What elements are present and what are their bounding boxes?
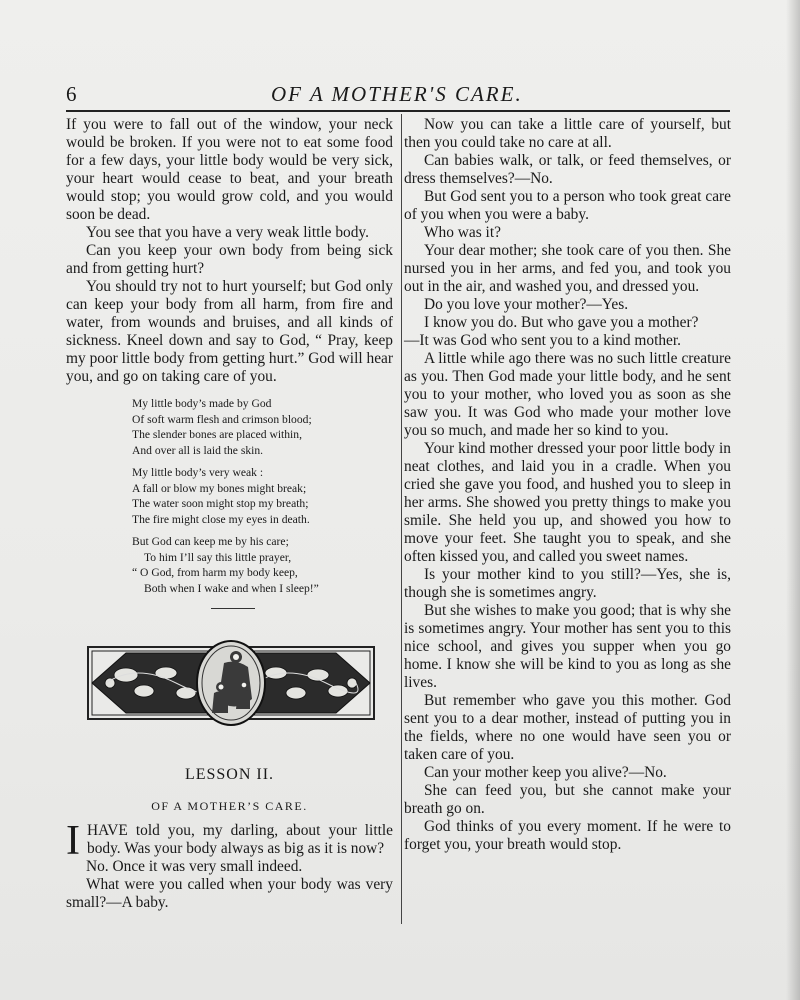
poem-line: The fire might close my eyes in death. (132, 512, 310, 526)
section-rule (211, 608, 255, 609)
poem-stanza (132, 465, 393, 527)
lesson-title: LESSON II. (184, 766, 275, 783)
lesson-subtitle: OF A MOTHER’S CARE. (151, 799, 308, 813)
poem-line: Of soft warm flesh and crimson blood; (132, 412, 312, 426)
paragraph: Can you keep your own body from being sick and from getting hurt? (66, 242, 393, 277)
paragraph: But she wishes to make you good; that is why she is sometimes angry. Your mother has sent you to this nice school, and gives you supper when you go home. I know she will be kind to you as long as she lives. (404, 602, 731, 691)
paragraph: God thinks of you every moment. If he were to forget you, your breath would stop. (404, 818, 731, 853)
poem-line: My little body’s made by God (132, 397, 272, 410)
paragraph: Your kind mother dressed your poor little body in neat clothes, and laid you in a cradle. When you cried she gave you food, and hushed you to sleep in her arms. She showed you pretty things to make you smile. She held you up, and showed you how to move your feet. She taught you to speak, and she often kissed you, and called you sweet names. (404, 440, 731, 565)
paragraph: Can babies walk, or talk, or feed themselves, or dress themselves?—No. (404, 152, 731, 187)
paragraph: A little while ago there was no such little creature as you. Then God made your little body, and he sent you to your mother, who loved you as soon as she saw you. It was God who made your mother love you so much, and made her so kind to you. (404, 350, 731, 439)
paragraph: You see that you have a very weak little body. (86, 224, 369, 241)
column-divider (401, 114, 402, 924)
poem-line: My little body’s very weak : (132, 466, 264, 479)
poem-line: But God can keep me by his care; (132, 535, 289, 548)
drop-cap: I (66, 818, 80, 864)
poem-line: The water soon might stop my breath; (132, 497, 309, 510)
paragraph: HAVE told you, my darling, about your little body. Was your body always as big as it is now? (87, 822, 393, 857)
poem-line: “ O God, from harm my body keep, (132, 566, 298, 579)
poem-stanza (132, 534, 393, 596)
paragraph: I know you do. But who gave you a mother? (424, 314, 699, 331)
page-edge-shadow (786, 0, 800, 1000)
running-title: OF A MOTHER'S CARE. (271, 82, 523, 106)
header-rule (66, 110, 730, 112)
paragraph: —It was God who sent you to a kind mother. (404, 332, 682, 349)
poem-line: A fall or blow my bones might break; (132, 481, 307, 495)
paragraph: But remember who gave you this mother. God sent you to a dear mother, instead of putting you in the fields, where no one would have seen you or taken care of you. (404, 692, 731, 763)
paragraph: Who was it? (424, 224, 501, 241)
paragraph: Can your mother keep you alive?—No. (424, 764, 667, 781)
paragraph: Your dear mother; she took care of you then. She nursed you in her arms, and fed you, and took you out in the air, and washed you, and dressed you. (404, 242, 731, 295)
poem-line: Both when I wake and when I sleep!” (144, 581, 319, 595)
paragraph: Do you love your mother?—Yes. (424, 296, 629, 313)
poem-line: To him I’ll say this little prayer, (144, 550, 292, 564)
paragraph: You should try not to hurt yourself; but God only can keep your body from all harm, from fire and water, from wounds and bruises, and all kinds of sickness. Kneel down and say to God, “ Pray, keep my poor little body from getting hurt.” God will hear you, and go on taking care of you. (66, 278, 393, 385)
paragraph: If you were to fall out of the window, your neck would be broken. If you were not to eat some food for a few days, your little body would be very sick, your heart would cease to beat, and your breath would stop; you would grow cold, and you would soon be dead. (66, 116, 393, 223)
page-header (66, 82, 726, 108)
poem-line: And over all is laid the skin. (132, 443, 264, 457)
left-column (66, 116, 393, 912)
right-column (404, 116, 731, 854)
paragraph: Is your mother kind to you still?—Yes, she is, though she is sometimes angry. (404, 566, 731, 601)
paragraph: Now you can take a little care of yourself, but then you could take no care at all. (404, 116, 731, 151)
paragraph: She can feed you, but she cannot make your breath go on. (404, 782, 731, 817)
poem-stanza (132, 396, 393, 458)
paragraph: What were you called when your body was very small?—A baby. (66, 876, 393, 911)
paragraph: But God sent you to a person who took great care of you when you were a baby. (404, 188, 731, 223)
poem (132, 396, 393, 596)
paragraph: No. Once it was very small indeed. (86, 858, 303, 875)
ornamental-vignette-icon (86, 639, 376, 727)
opening-paragraph (66, 818, 393, 864)
poem-line: The slender bones are placed within, (132, 428, 302, 441)
page-number: 6 (66, 82, 77, 106)
